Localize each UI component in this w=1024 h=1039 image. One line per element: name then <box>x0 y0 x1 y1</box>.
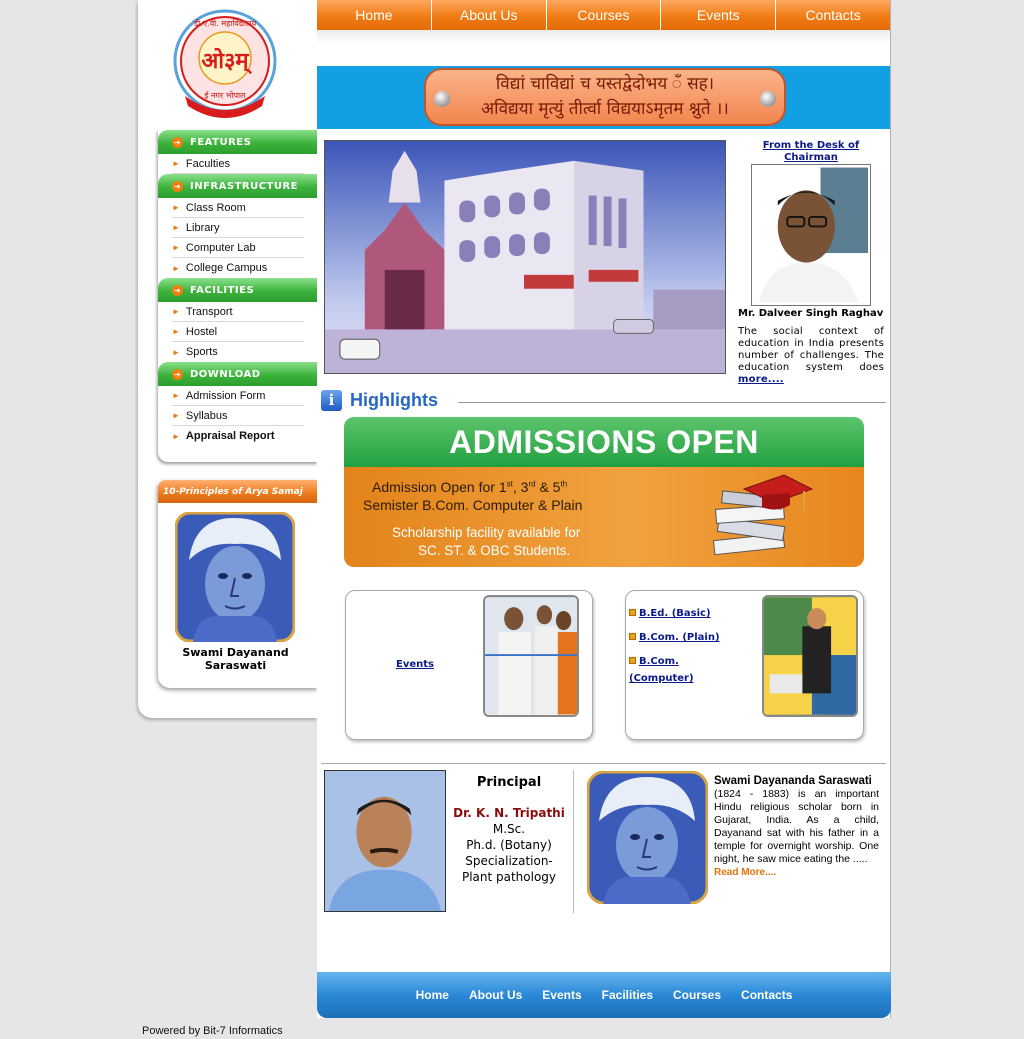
principal-degree-2: Ph.d. (Botany) <box>466 838 552 852</box>
bullet-square-icon <box>629 657 636 664</box>
course-bcom-plain[interactable]: B.Com. (Plain) <box>629 629 720 646</box>
scholarship-line: Scholarship facility available for <box>392 525 581 540</box>
sidebar-heading-download: ➜ DOWNLOAD <box>158 362 318 386</box>
top-nav-bar <box>317 0 890 30</box>
bottom-nav-events[interactable]: Events <box>542 988 582 1002</box>
chairman-photo <box>751 164 871 306</box>
event-inauguration-photo[interactable] <box>483 595 579 717</box>
books-graduation-cap-icon <box>704 467 819 567</box>
business-illustration[interactable] <box>762 595 858 717</box>
sidebar-item-computer-lab[interactable]: ► Computer Lab <box>172 238 304 258</box>
read-more-link[interactable]: Read More.... <box>714 867 777 878</box>
bottom-nav-contacts[interactable]: Contacts <box>741 988 793 1002</box>
bullet-arrow-icon: ► <box>172 203 180 212</box>
highlights-divider <box>458 402 886 403</box>
swami-dayananda-portrait[interactable] <box>587 771 708 904</box>
top-nav-courses[interactable]: Courses <box>547 0 662 30</box>
swami-bio-title: Swami Dayananda Saraswati <box>714 775 872 787</box>
course-bcom-computer[interactable]: B.Com. (Computer) <box>629 656 694 684</box>
sidebar-item-syllabus[interactable]: ► Syllabus <box>172 406 304 426</box>
scholarship-eligibility: SC. ST. & OBC Students. <box>418 543 571 558</box>
sidebar-item-class-room[interactable]: ► Class Room <box>172 198 304 218</box>
logo-top-text: डी.ए.वी. महाविद्यालय <box>193 19 257 28</box>
sidebar-item-transport[interactable]: ► Transport <box>172 302 304 322</box>
principal-details <box>448 775 570 885</box>
sidebar-heading-infrastructure: ➜ INFRASTRUCTURE <box>158 174 318 198</box>
logo-bottom-text: ई नगर भोपाल <box>204 91 246 100</box>
verse-line-2: अविद्यया मृत्युं तीर्त्वा विद्ययाऽमृतम श्नुते ।। <box>481 99 729 119</box>
top-nav-events[interactable]: Events <box>661 0 776 30</box>
bullet-arrow-icon: ► <box>172 431 180 441</box>
college-logo[interactable] <box>170 6 280 121</box>
top-nav-contacts[interactable]: Contacts <box>776 0 890 30</box>
events-card <box>345 590 593 740</box>
principal-specialization: Specialization- <box>465 854 553 868</box>
admissions-title: ADMISSIONS OPEN <box>344 417 864 467</box>
principal-name: Dr. K. N. Tripathi <box>453 806 565 820</box>
chairman-name: Mr. Dalveer Singh Raghav <box>738 308 884 319</box>
sidebar-heading-features: ➜ FEATURES <box>158 130 318 154</box>
principal-title: Principal <box>476 775 542 790</box>
swami-caption: Swami Dayanand Saraswati <box>182 646 289 672</box>
sidebar-item-appraisal-report[interactable]: ► Appraisal Report <box>172 430 275 442</box>
bottom-nav-home[interactable]: Home <box>415 988 449 1002</box>
top-spacer <box>317 30 890 66</box>
campus-building-photo <box>324 140 726 374</box>
bullet-arrow-icon: ► <box>172 307 180 316</box>
chairman-message <box>738 326 884 386</box>
sidebar-nav <box>158 130 318 462</box>
bullet-arrow-icon: ► <box>172 243 180 252</box>
chairman-more-link[interactable]: more.... <box>738 374 784 385</box>
admission-semesters: Admission Open for 1st, 3rd & 5th <box>372 479 568 495</box>
principal-specialization-field: Plant pathology <box>461 870 557 884</box>
admissions-details <box>344 467 864 567</box>
sidebar-item-admission-form[interactable]: ► Admission Form <box>172 386 304 406</box>
arrow-icon: ➜ <box>173 137 182 147</box>
bullet-arrow-icon: ► <box>172 347 180 357</box>
logo-om-text: ओ३म् <box>201 48 249 74</box>
bullet-arrow-icon: ► <box>172 223 180 232</box>
arrow-icon: ➜ <box>173 181 182 191</box>
swami-bio-text: (1824 - 1883) is an important Hindu religious scholar born in Gujarat, India. As a child, Dayanand sat with his father in a temple for overnight worship. One night, he saw mice eating the ..... <box>714 788 879 865</box>
bullet-arrow-icon: ► <box>172 411 180 420</box>
chairman-desk-link[interactable]: From the Desk of Chairman <box>762 140 860 163</box>
bullet-arrow-icon: ► <box>172 327 180 336</box>
sidebar-item-hostel[interactable]: ► Hostel <box>172 322 304 342</box>
events-link[interactable]: Events <box>396 659 434 670</box>
chairman-message-text: The social context of education in India presents number of challenges. The education system does <box>738 326 884 373</box>
powered-by-text[interactable]: Powered by Bit-7 Informatics <box>142 1025 283 1037</box>
sidebar-item-faculties[interactable]: ► Faculties <box>172 154 304 174</box>
arrow-icon: ➜ <box>173 285 182 295</box>
info-icon: i <box>321 390 342 411</box>
verse-line-1: विद्यां चाविद्यां च यस्तद्वेदोभय ँ सह। <box>495 74 715 94</box>
arya-samaj-box <box>158 480 318 688</box>
bullet-arrow-icon: ► <box>172 263 180 273</box>
admission-courses: Semister B.Com. Computer & Plain <box>363 497 583 513</box>
principal-degree-1: M.Sc. <box>492 822 526 836</box>
bullet-arrow-icon: ► <box>172 159 180 168</box>
sidebar-item-library[interactable]: ► Library <box>172 218 304 238</box>
swami-dayanand-portrait[interactable] <box>175 512 295 642</box>
bottom-nav-about-us[interactable]: About Us <box>468 988 523 1002</box>
bullet-arrow-icon: ► <box>172 391 180 400</box>
bolt-icon <box>434 91 450 107</box>
admissions-open-banner[interactable] <box>344 417 864 567</box>
vertical-divider <box>573 770 574 913</box>
bolt-icon <box>760 91 776 107</box>
course-bed-basic[interactable]: B.Ed. (Basic) <box>629 605 711 622</box>
sanskrit-banner <box>317 66 890 129</box>
top-nav-home[interactable]: Home <box>317 0 432 30</box>
sanskrit-verse <box>424 68 786 126</box>
principal-photo <box>324 770 446 912</box>
sidebar-item-sports[interactable]: ► Sports <box>172 346 218 358</box>
section-divider <box>321 763 886 764</box>
bullet-square-icon <box>629 633 636 640</box>
bottom-nav-facilities[interactable]: Facilities <box>601 988 653 1002</box>
bullet-square-icon <box>629 609 636 616</box>
bottom-nav-bar <box>317 972 891 1018</box>
highlights-title: Highlights <box>350 390 438 410</box>
sidebar-item-college-campus[interactable]: ► College Campus <box>172 262 268 274</box>
courses-card <box>625 590 864 740</box>
swami-bio <box>714 775 879 879</box>
bottom-nav-courses[interactable]: Courses <box>673 988 722 1002</box>
sidebar-heading-facilities: ➜ FACILITIES <box>158 278 318 302</box>
arya-samaj-heading[interactable]: 10-Principles of Arya Samaj <box>158 480 318 503</box>
arrow-icon: ➜ <box>173 369 182 379</box>
top-nav-about-us[interactable]: About Us <box>432 0 547 30</box>
